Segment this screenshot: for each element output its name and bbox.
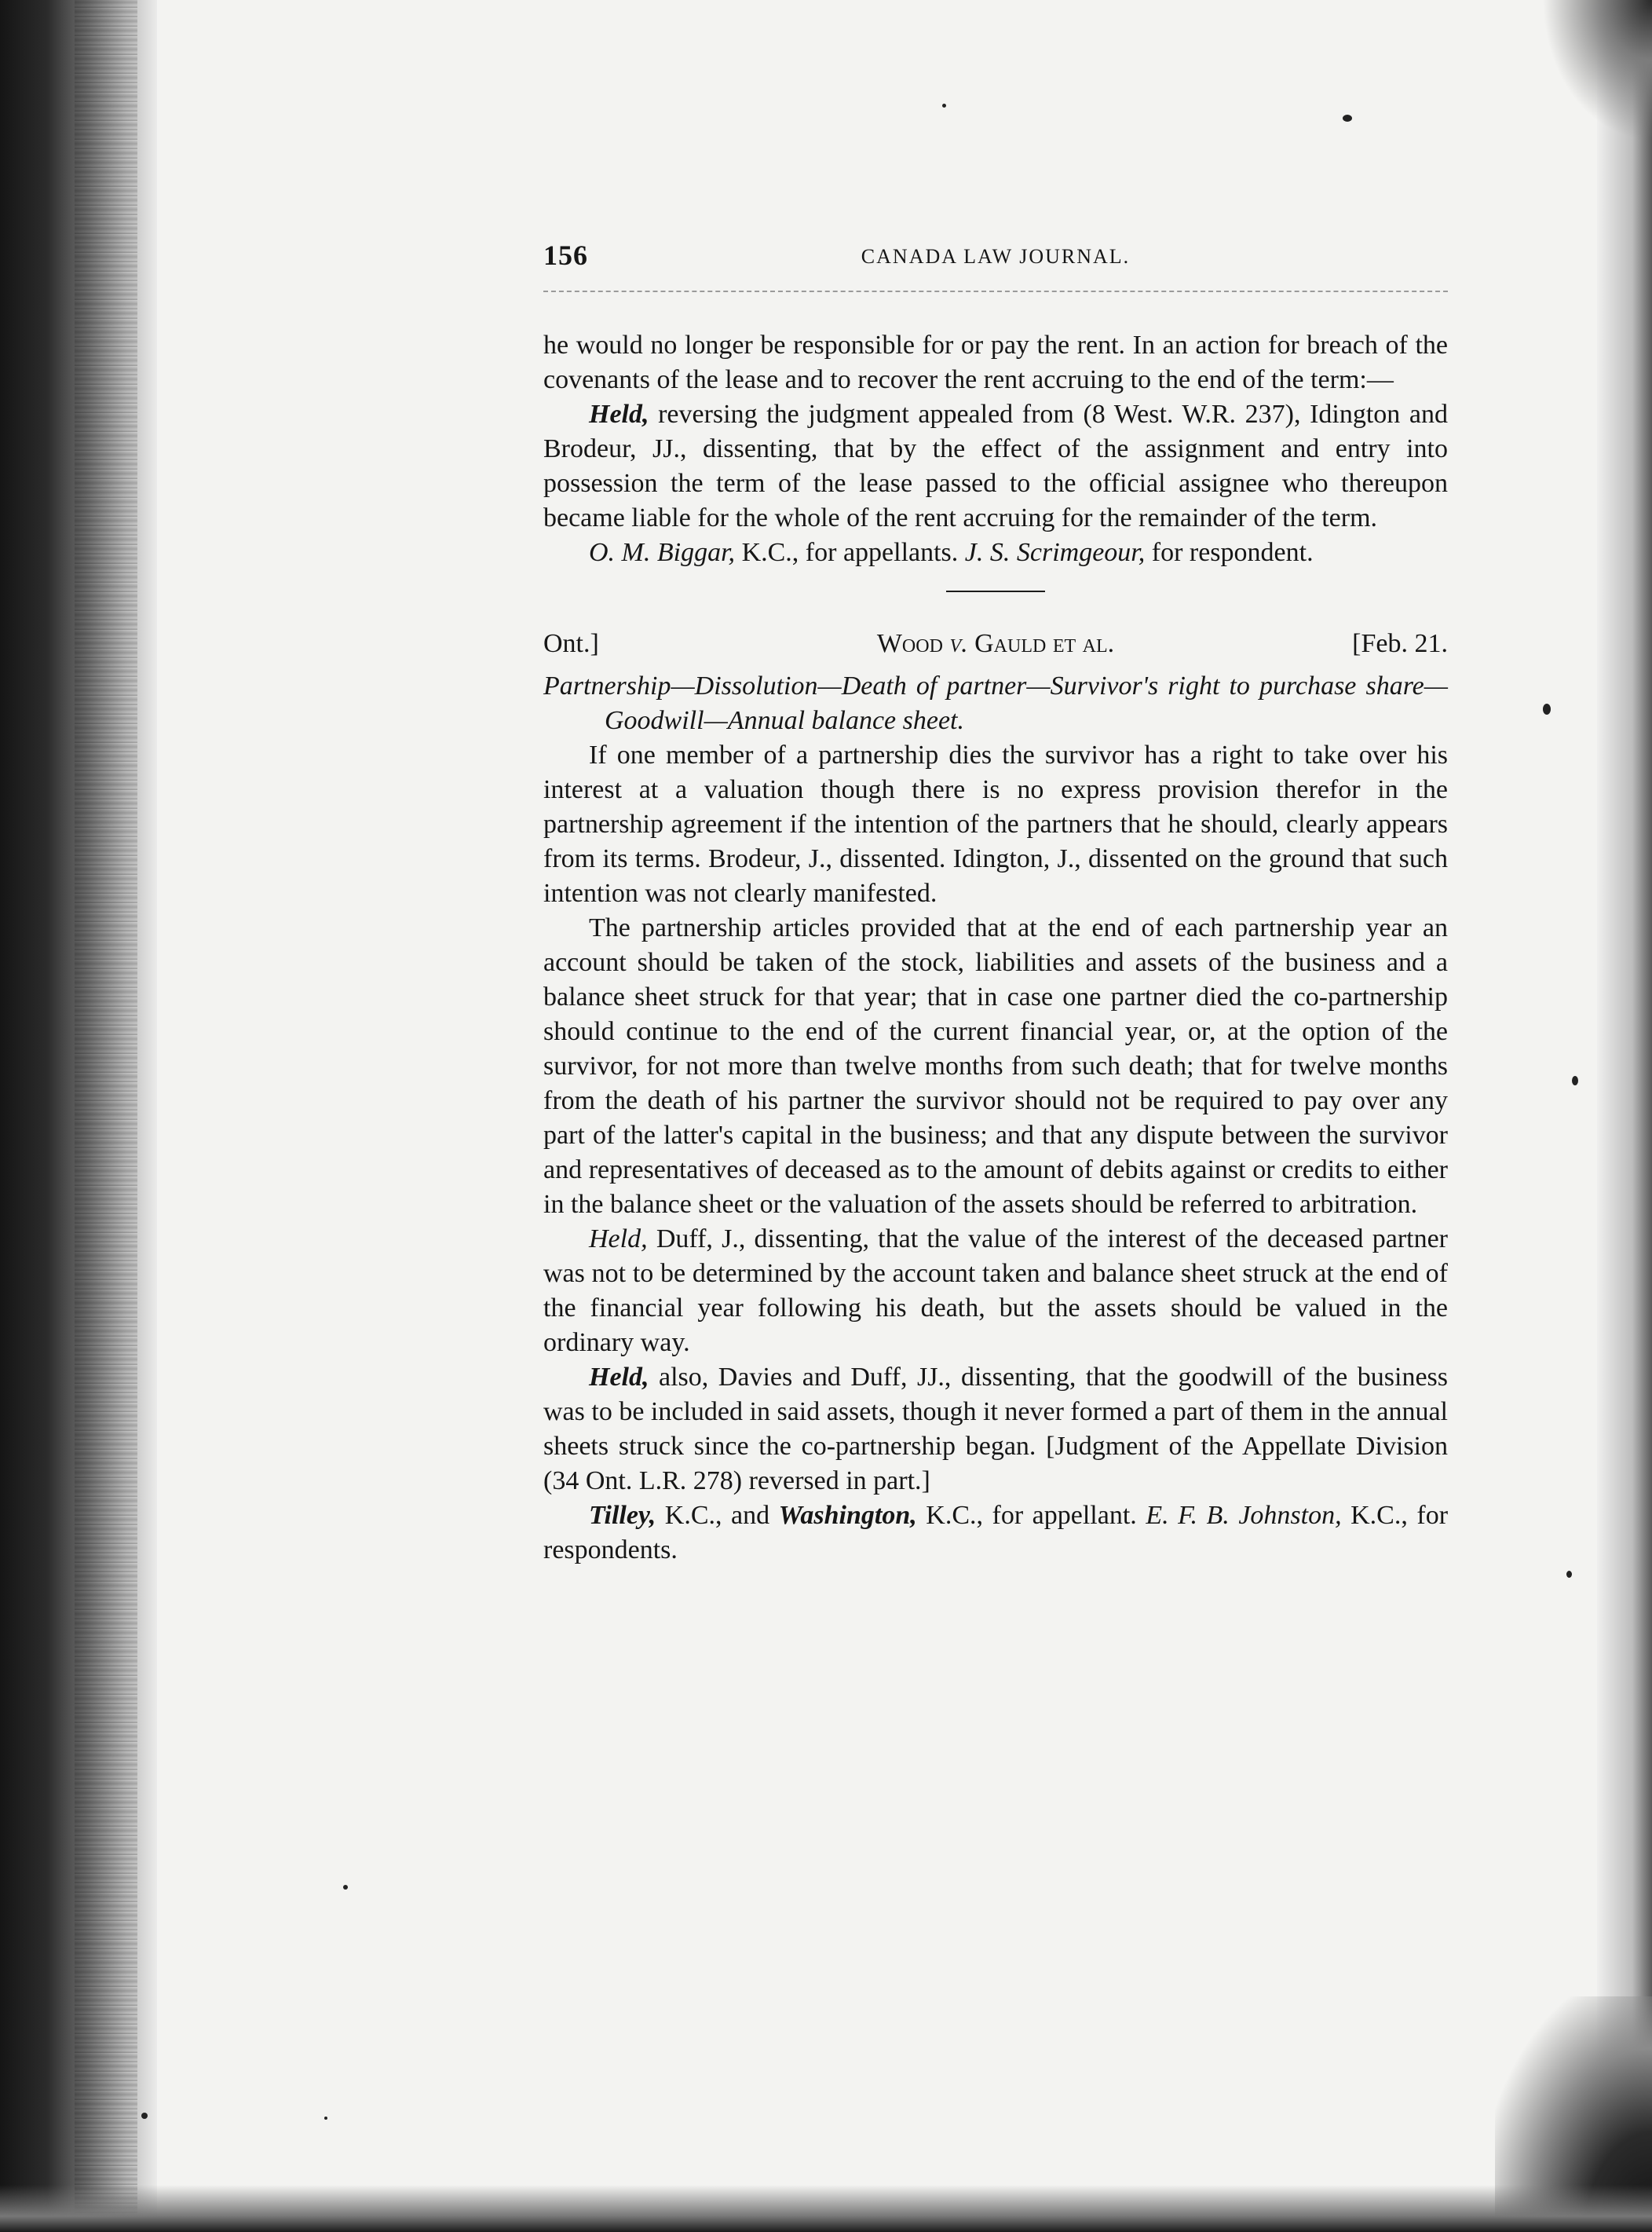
scan-speck [141, 2113, 148, 2119]
case-paragraph: If one member of a partnership dies the survivor has a right to take over his interest at a valuation though there is no express provision therefor in the partnership agreement if the intention of the partners that he should, clearly appears from its terms. Brodeur, J., dissented. Idington, J., dissented on the ground that such intention was not clearly manifested. [543, 741, 1448, 908]
scan-binding-shadow [75, 0, 137, 2232]
journal-page [543, 236, 1448, 1568]
scan-corner-shadow-top [1542, 0, 1652, 141]
case-separator-rule [946, 591, 1045, 592]
page-number: 156 [543, 240, 588, 271]
scan-speck [1566, 1571, 1572, 1578]
counsel-role: K.C., for appellant. [926, 1501, 1137, 1530]
counsel-name: J. S. Scrimgeour, [964, 538, 1146, 567]
counsel-name: Tilley, [589, 1501, 656, 1530]
counsel-name: Washington, [778, 1501, 917, 1530]
case-header [543, 627, 1448, 661]
counsel-name: E. F. B. Johnston, [1146, 1501, 1342, 1530]
scan-right-edge [1597, 0, 1652, 2232]
page-body [543, 328, 1448, 1568]
held-text: reversing the judgment appealed from (8 West. W.R. 237), Idington and Brodeur, JJ., dissenting, that by the effect of the assignment and entry into possession the term of the lease passed to the official assignee who thereupon became liable for the whole of the rent accruing for the remainder of the term. [543, 400, 1448, 532]
scan-speck [1543, 704, 1551, 715]
case-court: Ont.] [543, 629, 599, 658]
held-label: Held, [589, 400, 649, 429]
case-name-first: Wood [876, 629, 943, 658]
case-name-rest: Gauld et al. [974, 629, 1115, 658]
running-head [543, 236, 1448, 286]
scan-speck [1343, 115, 1352, 122]
counsel-name: O. M. Biggar, [589, 538, 736, 567]
journal-title: CANADA LAW JOURNAL. [861, 245, 1131, 268]
scan-bottom-edge [0, 2185, 1652, 2232]
counsel-role: K.C., and [664, 1501, 770, 1530]
case-paragraph: The partnership articles provided that at the end of each partnership year an account should be taken of the stock, liabilities and assets of the business and a balance sheet struck for that year; that in case one partner died the co-partnership should continue to the end of the current financial year, or, at the option of the survivor, for not more than twelve months from such death; that for twelve months from the death of his partner the survivor should not be required to pay over any part of the latter's capital in the business; and that any dispute between the survivor and representatives of deceased as to the amount of debits against or credits to either in the balance sheet or the valuation of the assets should be referred to arbitration. [543, 913, 1448, 1219]
previous-case-facts: he would no longer be responsible for or pay the rent. In an action for breach of the covenants of the lease and to recover the rent accruing to the end of the term:— [543, 331, 1448, 394]
header-rule [543, 291, 1448, 292]
counsel-role: K.C., for appellants. [741, 538, 959, 567]
held-label: Held, [589, 1224, 648, 1253]
case-held [543, 1222, 1448, 1360]
held-text: Duff, J., dissenting, that the value of the interest of the deceased partner was not to be determined by the account taken and balance sheet struck at the end of the financial year following his death, but the assets should be valued in the ordinary way. [543, 1224, 1449, 1357]
case-name-versus: v. [949, 629, 968, 658]
case-name [543, 627, 1448, 661]
case-counsel [543, 1498, 1448, 1568]
case-date: [Feb. 21. [1352, 629, 1448, 658]
scan-speck [1572, 1076, 1578, 1085]
scan-speck [942, 104, 946, 108]
counsel-role: for respondent. [1151, 538, 1314, 567]
scan-speck [343, 1885, 348, 1890]
held-label: Held, [589, 1363, 649, 1392]
previous-case-held [543, 397, 1448, 536]
counsel-role: K.C., for respondents. [543, 1501, 1449, 1564]
scan-speck [324, 2117, 327, 2120]
previous-case-counsel [543, 536, 1448, 570]
held-text: also, Davies and Duff, JJ., dissenting, that the goodwill of the business was to be included in said assets, though it never formed a part of them in the annual sheets struck since the co-partnership began. [Judgment of the Appellate Division (34 Ont. L.R. 278) reversed in part.] [543, 1363, 1449, 1495]
case-held [543, 1360, 1448, 1498]
case-headnote: Partnership—Dissolution—Death of partner—Survivor's right to purchase share—Goodwill—Annual balance sheet. [543, 671, 1448, 735]
